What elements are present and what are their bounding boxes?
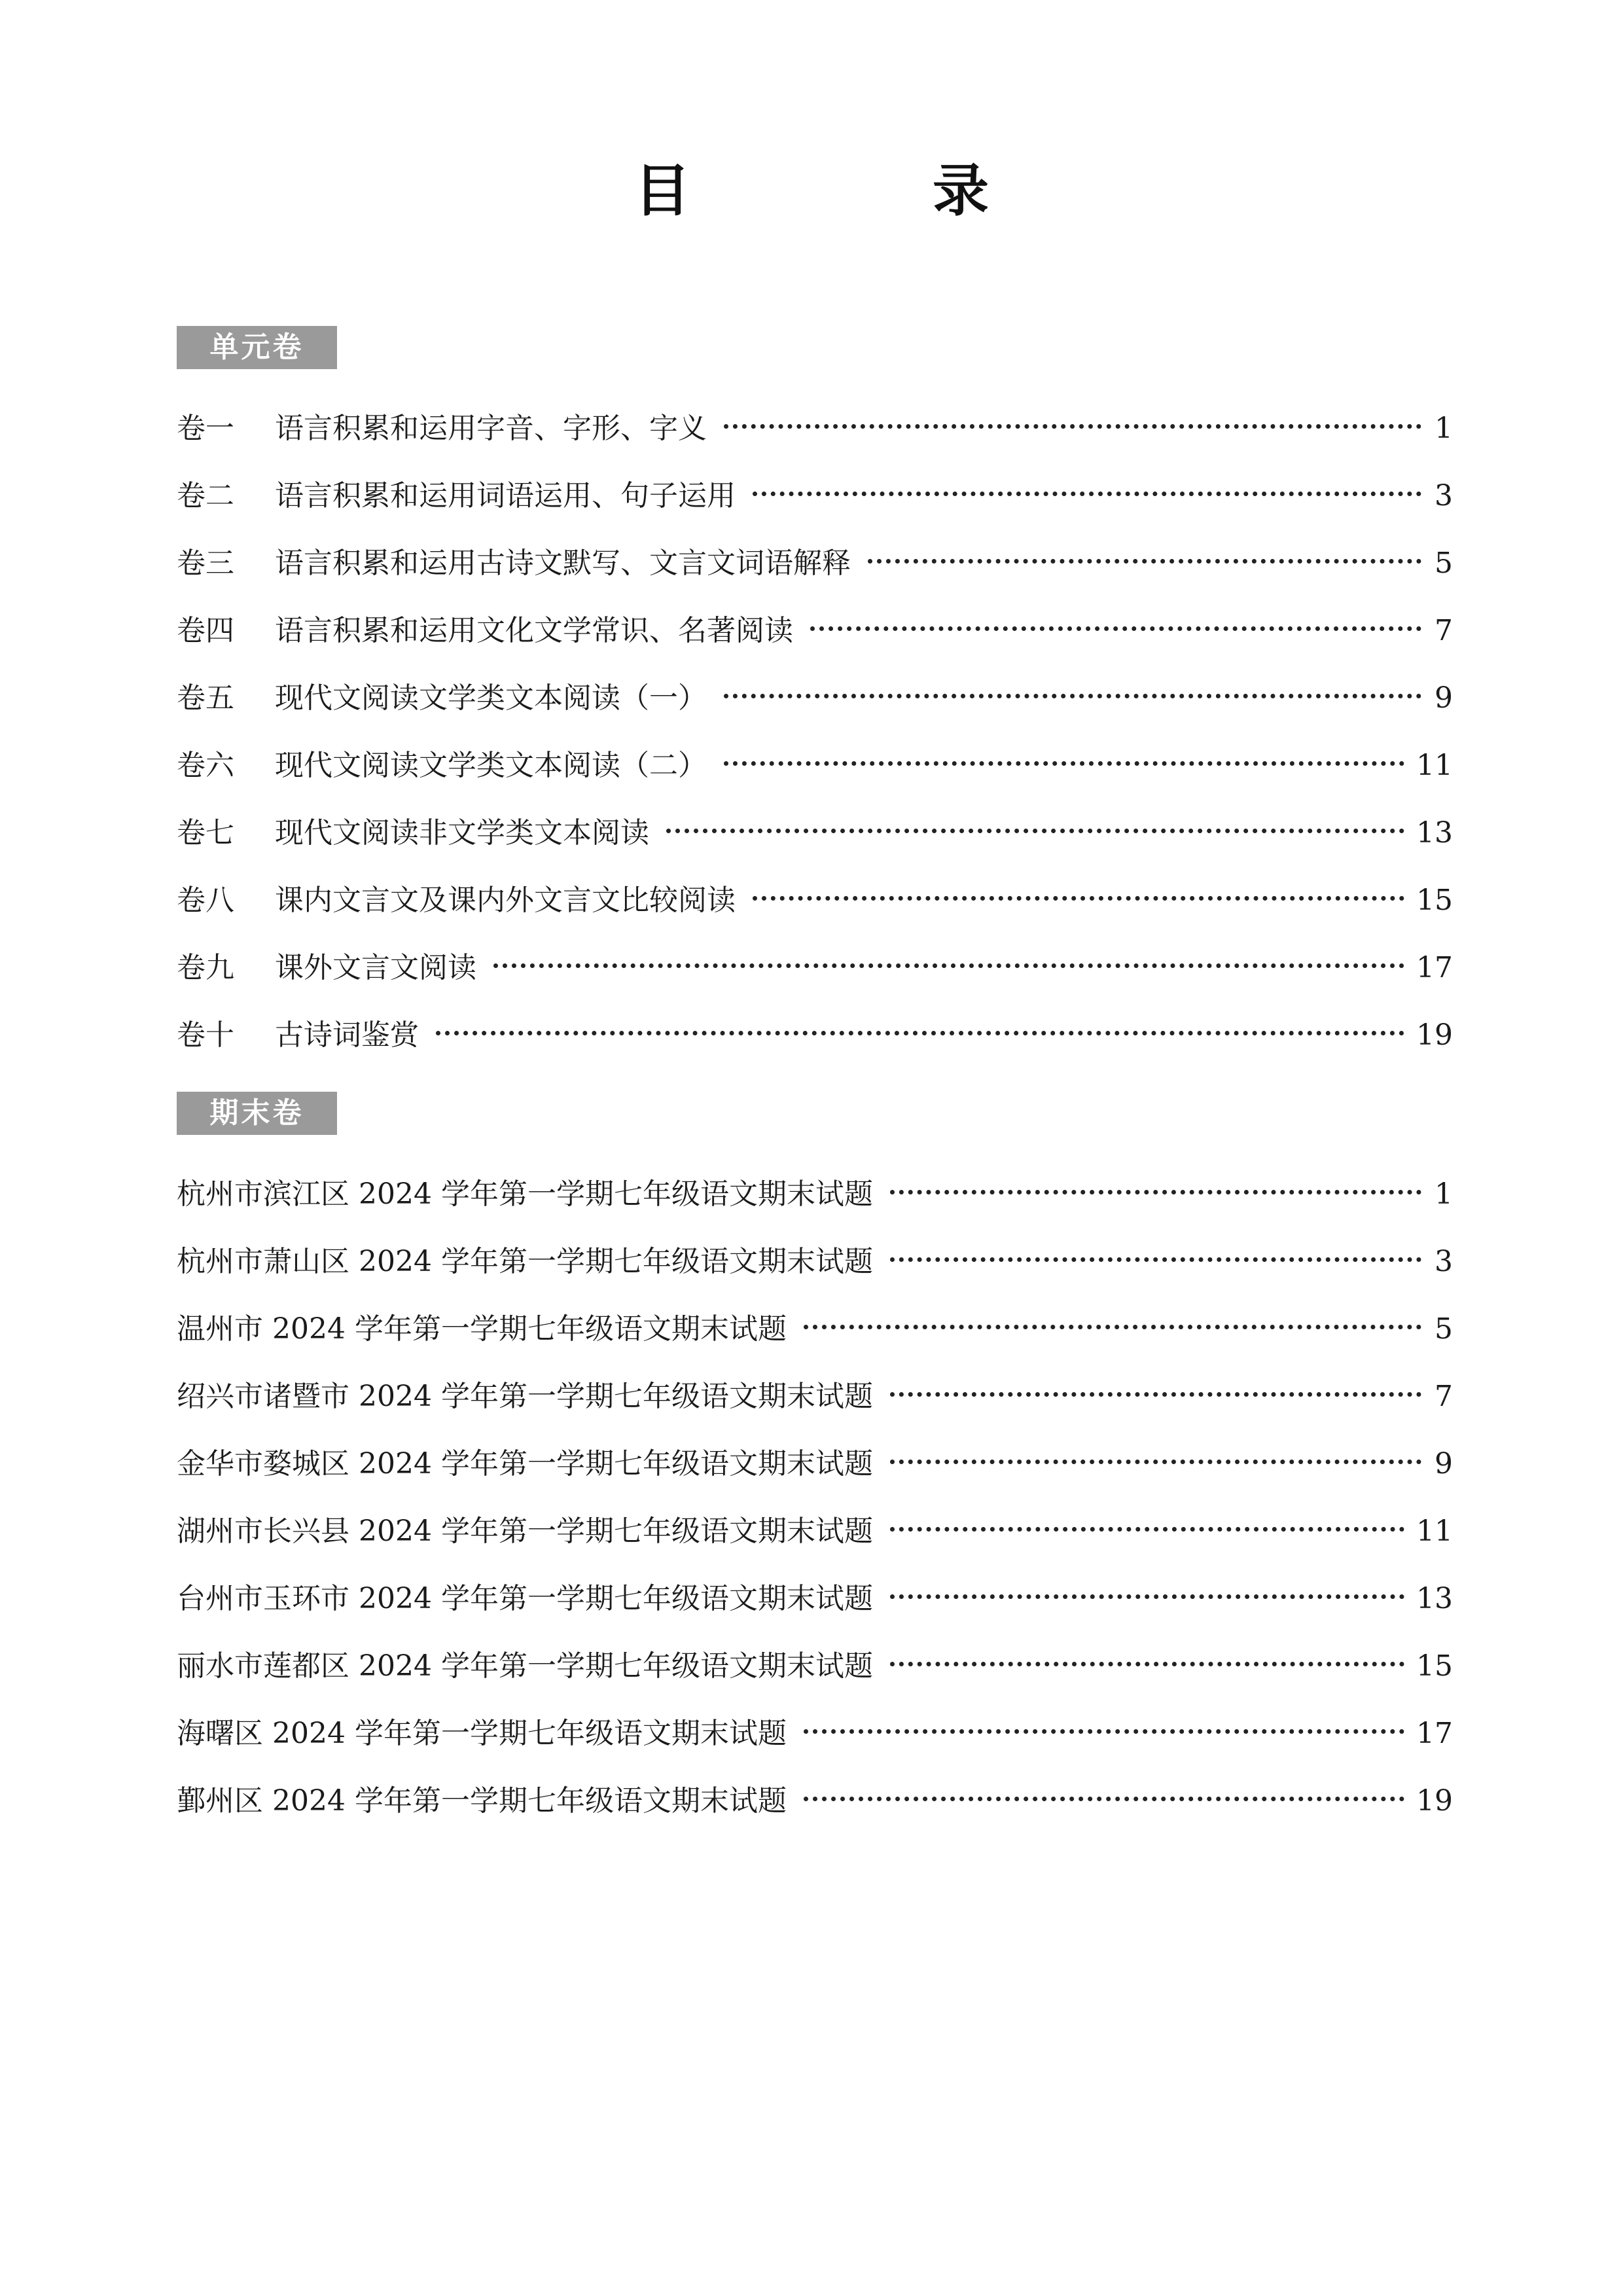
toc-entry-number: 卷六 [177,749,234,782]
toc-entry[interactable] [177,611,1453,679]
toc-entry-page: 17 [1416,951,1453,984]
section-tag-final: 期末卷 [177,1092,337,1135]
toc-entry-number: 卷九 [177,951,234,984]
toc-entry-page: 11 [1416,1515,1453,1548]
toc-entry-page: 11 [1416,749,1453,782]
dot-leader [724,424,1421,429]
dot-leader [753,492,1421,496]
toc-list-unit [177,409,1453,1083]
toc-entry[interactable] [177,1242,1453,1310]
toc-entry-title: 语言积累和运用文化文学常识、名著阅读 [275,614,793,647]
toc-entry-title: 温州市 2024 学年第一学期七年级语文期末试题 [177,1312,787,1346]
toc-entry[interactable] [177,746,1453,814]
dot-leader [890,1392,1421,1397]
toc-entry-title: 海曙区 2024 学年第一学期七年级语文期末试题 [177,1717,787,1750]
toc-entry-page: 7 [1435,614,1453,647]
toc-entry-number: 卷五 [177,681,234,715]
toc-entry-title: 课外文言文阅读 [275,951,476,984]
dot-leader [753,896,1404,901]
toc-entry[interactable] [177,1512,1453,1579]
dot-leader [493,963,1404,968]
toc-entry-title: 语言积累和运用字音、字形、字义 [275,412,707,445]
toc-entry-title: 杭州市滨江区 2024 学年第一学期七年级语文期末试题 [177,1177,873,1211]
toc-entry-title: 丽水市莲都区 2024 学年第一学期七年级语文期末试题 [177,1649,873,1683]
toc-entry-number: 卷四 [177,614,234,647]
toc-entry[interactable] [177,1175,1453,1242]
toc-entry-number: 卷二 [177,479,234,512]
dot-leader [890,1662,1404,1666]
dot-leader [810,626,1421,631]
toc-entry[interactable] [177,1377,1453,1444]
dot-leader [890,1190,1421,1194]
toc-entry[interactable] [177,679,1453,746]
toc-entry-number: 卷八 [177,884,234,917]
toc-entry[interactable] [177,1647,1453,1714]
page-title: 目 录 [634,158,1100,224]
dot-leader [666,829,1404,833]
dot-leader [804,1797,1404,1801]
toc-entry-title: 金华市婺城区 2024 学年第一学期七年级语文期末试题 [177,1447,873,1480]
toc-entry[interactable] [177,1016,1453,1083]
toc-entry-page: 1 [1435,412,1453,445]
toc-entry-page: 19 [1416,1018,1453,1052]
dot-leader [890,1527,1404,1532]
toc-entry-page: 13 [1416,1582,1453,1615]
toc-entry-page: 15 [1416,884,1453,917]
toc-entry[interactable] [177,409,1453,476]
toc-entry-title: 绍兴市诸暨市 2024 学年第一学期七年级语文期末试题 [177,1380,873,1413]
toc-entry-number: 卷七 [177,816,234,850]
dot-leader [804,1325,1421,1329]
toc-entry-title: 鄞州区 2024 学年第一学期七年级语文期末试题 [177,1784,787,1818]
toc-entry-title: 湖州市长兴县 2024 学年第一学期七年级语文期末试题 [177,1515,873,1548]
toc-entry-number: 卷三 [177,547,234,580]
toc-entry-page: 1 [1435,1177,1453,1211]
toc-entry-title: 现代文阅读文学类文本阅读（二） [275,749,707,782]
toc-entry-page: 9 [1435,681,1453,715]
toc-entry-page: 19 [1416,1784,1453,1818]
dot-leader [724,761,1404,766]
toc-entry-title: 古诗词鉴赏 [275,1018,419,1052]
section-tag-unit: 单元卷 [177,326,337,369]
toc-entry-page: 9 [1435,1447,1453,1480]
toc-entry-page: 13 [1416,816,1453,850]
toc-entry-page: 17 [1416,1717,1453,1750]
toc-entry-page: 5 [1435,547,1453,580]
toc-entry-number: 卷一 [177,412,234,445]
dot-leader [724,694,1421,698]
toc-entry-title: 课内文言文及课内外文言文比较阅读 [275,884,736,917]
toc-entry-page: 3 [1435,1245,1453,1278]
toc-entry[interactable] [177,881,1453,948]
toc-entry-page: 5 [1435,1312,1453,1346]
toc-entry[interactable] [177,544,1453,611]
toc-entry[interactable] [177,1714,1453,1782]
toc-entry-title: 语言积累和运用词语运用、句子运用 [275,479,736,512]
dot-leader [890,1594,1404,1599]
toc-entry-page: 3 [1435,479,1453,512]
toc-list-final [177,1175,1453,1849]
toc-entry[interactable] [177,476,1453,544]
toc-entry-title: 现代文阅读非文学类文本阅读 [275,816,649,850]
dot-leader [436,1031,1404,1035]
dot-leader [804,1729,1404,1734]
dot-leader [868,559,1421,564]
toc-entry-title: 现代文阅读文学类文本阅读（一） [275,681,707,715]
dot-leader [890,1460,1421,1464]
toc-entry[interactable] [177,1310,1453,1377]
toc-entry[interactable] [177,814,1453,881]
toc-entry[interactable] [177,1444,1453,1512]
toc-entry-title: 台州市玉环市 2024 学年第一学期七年级语文期末试题 [177,1582,873,1615]
toc-entry[interactable] [177,1579,1453,1647]
toc-entry[interactable] [177,1782,1453,1849]
toc-entry-title: 语言积累和运用古诗文默写、文言文词语解释 [275,547,851,580]
toc-entry-number: 卷十 [177,1018,234,1052]
toc-entry-page: 15 [1416,1649,1453,1683]
toc-entry[interactable] [177,948,1453,1016]
toc-entry-title: 杭州市萧山区 2024 学年第一学期七年级语文期末试题 [177,1245,873,1278]
toc-entry-page: 7 [1435,1380,1453,1413]
dot-leader [890,1257,1421,1262]
